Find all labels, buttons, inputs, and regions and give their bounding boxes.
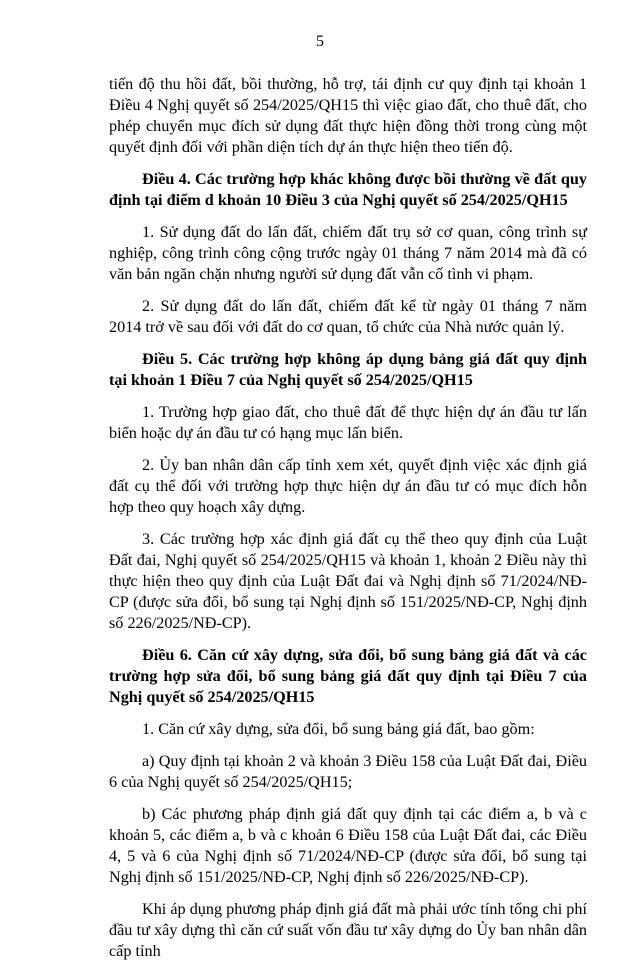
page-content [109, 74, 587, 973]
article-5-clause-2: 2. Ủy ban nhân dân cấp tỉnh xem xét, quyết định việc xác định giá đất cụ thể đối với trường hợp thực hiện dự án đầu tư có mục đích hỗn hợp theo quy hoạch xây dựng. [109, 456, 587, 516]
article-6-paragraph: Khi áp dụng phương pháp định giá đất mà phải ước tính tổng chi phí đầu tư xây dựng thì căn cứ suất vốn đầu tư xây dựng do Ủy ban nhân dân cấp tỉnh [109, 900, 587, 960]
article-4-clause-2: 2. Sử dụng đất do lấn đất, chiếm đất kể từ ngày 01 tháng 7 năm 2014 trở về sau đối với đất do cơ quan, tổ chức của Nhà nước quản lý. [109, 297, 587, 336]
article-5-clause-3: 3. Các trường hợp xác định giá đất cụ thể theo quy định của Luật Đất đai, Nghị quyết số 254/2025/QH15 và khoản 1, khoản 2 Điều này thì thực hiện theo quy định của Luật Đất đai và Nghị định số 71/2024/NĐ-CP (được sửa đổi, bổ sung tại Nghị định số 151/2025/NĐ-CP, Nghị định số 226/2025/NĐ-CP). [109, 530, 587, 632]
article-5-heading: Điều 5. Các trường hợp không áp dụng bảng giá đất quy định tại khoản 1 Điều 7 của Nghị quyết số 254/2025/QH15 [109, 350, 587, 389]
page-number: 5 [316, 33, 324, 50]
article-6-point-a: a) Quy định tại khoản 2 và khoản 3 Điều 158 của Luật Đất đai, Điều 6 của Nghị quyết số 254/2025/QH15; [109, 752, 587, 791]
article-6-clause-1: 1. Căn cứ xây dựng, sửa đổi, bổ sung bảng giá đất, bao gồm: [142, 720, 535, 738]
article-6-point-b: b) Các phương pháp định giá đất quy định tại các điểm a, b và c khoản 5, các điểm a, b và c khoản 6 Điều 158 của Luật Đất đai, các Điều 4, 5 và 6 của Nghị định số 71/2024/NĐ-CP (được sửa đổi, bổ sung tại Nghị định số 151/2025/NĐ-CP, Nghị định số 226/2025/NĐ-CP). [109, 805, 587, 886]
article-4-clause-1: 1. Sử dụng đất do lấn đất, chiếm đất trụ sở cơ quan, công trình sự nghiệp, công trình công cộng trước ngày 01 tháng 7 năm 2014 mà đã có văn bản ngăn chặn nhưng người sử dụng đất vẫn cố tình vi phạm. [109, 223, 587, 283]
article-6-heading: Điều 6. Căn cứ xây dựng, sửa đổi, bổ sung bảng giá đất và các trường hợp sửa đổi, bổ sung bảng giá đất quy định tại Điều 7 của Nghị quyết số 254/2025/QH15 [109, 646, 587, 706]
article-5-clause-1: 1. Trường hợp giao đất, cho thuê đất để thực hiện dự án đầu tư lấn biển hoặc dự án đầu tư có hạng mục lấn biển. [109, 403, 587, 442]
article-4-heading: Điều 4. Các trường hợp khác không được bồi thường về đất quy định tại điểm d khoản 10 Điều 3 của Nghị quyết số 254/2025/QH15 [109, 170, 587, 209]
paragraph-continuation: tiến độ thu hồi đất, bồi thường, hỗ trợ, tái định cư quy định tại khoản 1 Điều 4 Nghị quyết số 254/2025/QH15 thì việc giao đất, cho thuê đất, cho phép chuyển mục đích sử dụng đất thực hiện đồng thời trong cùng một quyết định đối với phần diện tích dự án thực hiện theo tiến độ. [109, 75, 587, 156]
